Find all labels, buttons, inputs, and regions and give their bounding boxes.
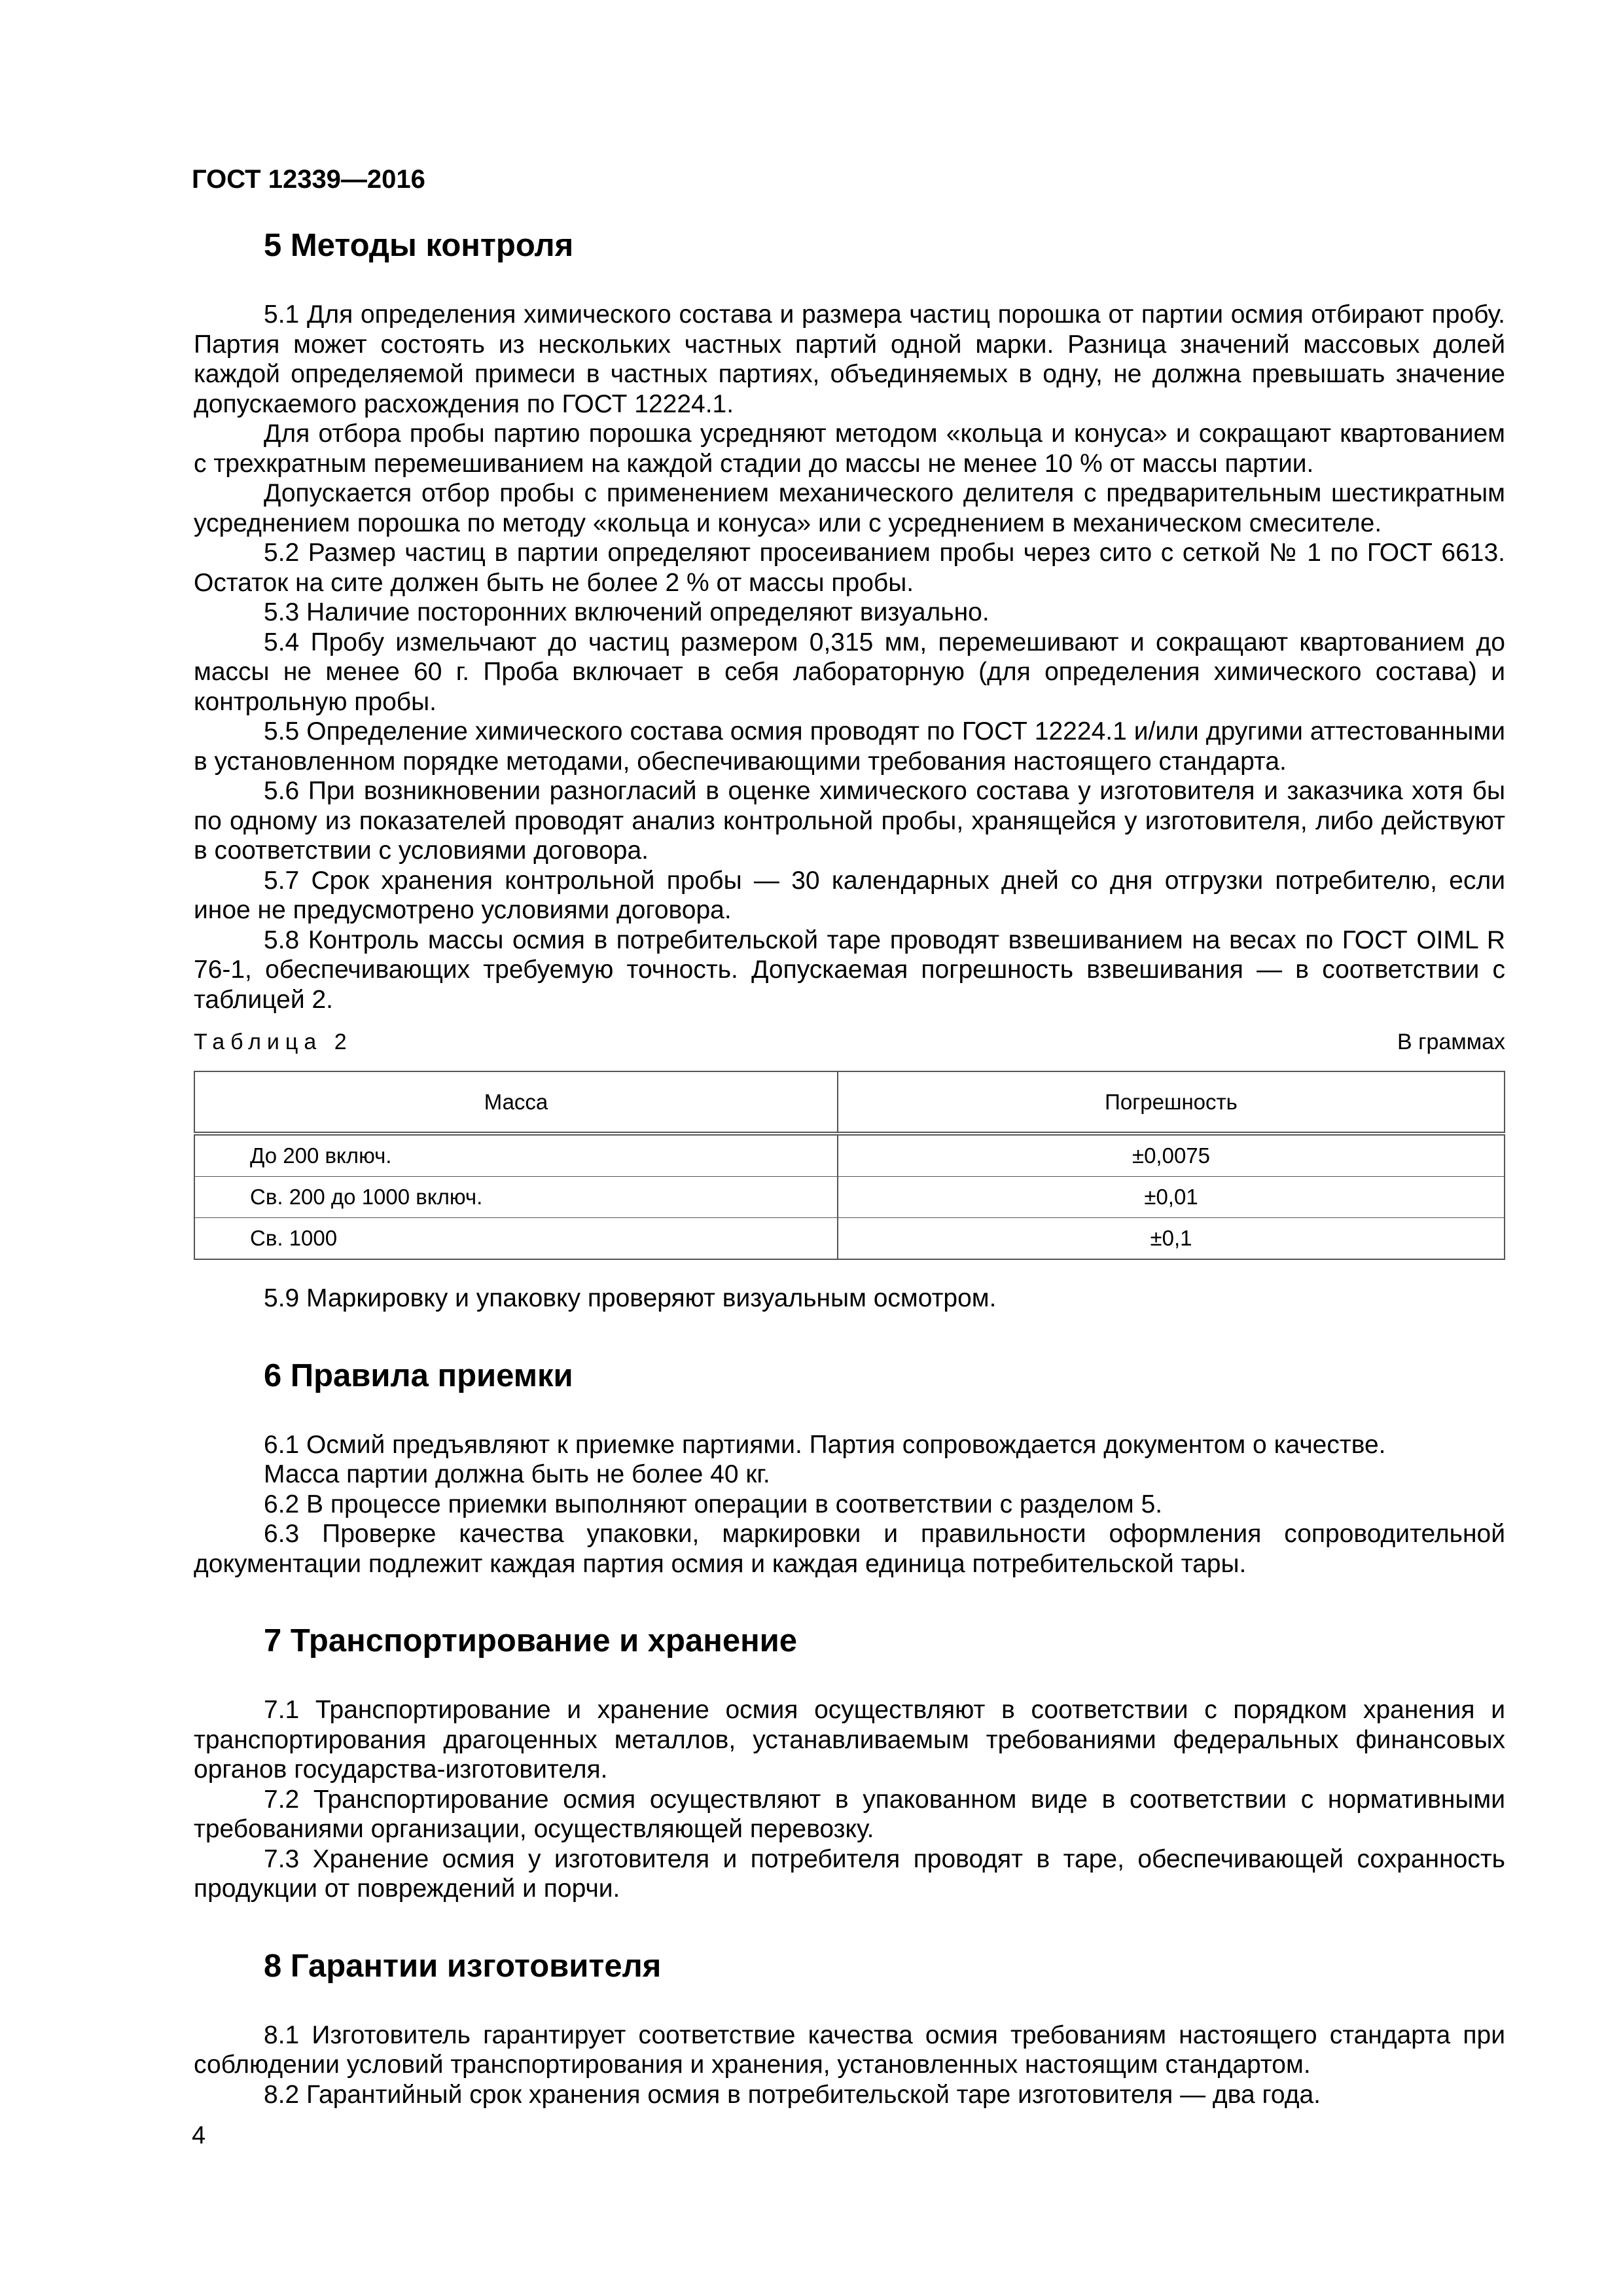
section-5 (194, 223, 1505, 1314)
column-header-mass: Масса (194, 1071, 838, 1134)
paragraph: 5.9 Маркировку и упаковку проверяют визуальным осмотром. (264, 1284, 997, 1312)
paragraph: 7.2 Транспортирование осмия осуществляют в упакованном виде в соответствии с нормативными требованиями организации, осуществляющей перевозку. (194, 1785, 1505, 1843)
paragraph: 7.1 Транспортирование и хранение осмия осуществляют в соответствии с порядком хранения и транспортирования драгоценных металлов, устанавливаемым требованиями федеральных финансовых органов государства-изготовителя. (194, 1696, 1505, 1784)
tolerance-table (194, 1071, 1505, 1260)
column-header-error: Погрешность (838, 1071, 1505, 1134)
paragraph: 5.6 При возникновении разногласий в оценке химического состава у изготовителя и заказчика хотя бы по одному из показателей проводят анализ контрольной пробы, хранящейся у изготовителя, либо действуют в соответствии с условиями договора. (194, 777, 1505, 865)
section-heading: 5 Методы контроля (264, 228, 574, 263)
section-heading: 7 Транспортирование и хранение (264, 1623, 798, 1659)
document-code: ГОСТ 12339—2016 (192, 165, 425, 194)
paragraph: 5.3 Наличие посторонних включений определяют визуально. (264, 598, 990, 626)
table-row (194, 1218, 1505, 1260)
error-cell: ±0,0075 (838, 1134, 1505, 1177)
paragraph: Допускается отбор пробы с применением механического делителя с предварительным шестикратным усреднением порошка по методу «кольца и конуса» или с усреднением в механическом смесителе. (194, 479, 1505, 537)
table-row (194, 1177, 1505, 1218)
paragraph: 6.1 Осмий предъявляют к приемке партиями. Партия сопровождается документом о качестве. (264, 1430, 1386, 1459)
table-units: В граммах (1397, 1030, 1505, 1054)
mass-cell: Св. 200 до 1000 включ. (194, 1177, 838, 1218)
error-cell: ±0,01 (838, 1177, 1505, 1218)
table-caption: Таблица 2 (194, 1030, 353, 1054)
paragraph: 5.1 Для определения химического состава и размера частиц порошка от партии осмия отбирают пробу. Партия может состоять из нескольких частных партий одной марки. Разница значений массовых долей каждой определяемой примеси в частных партиях, объединяемых в одну, не должна превышать значение допускаемого расхождения по ГОСТ 12224.1. (194, 300, 1505, 418)
section-heading: 6 Правила приемки (264, 1357, 573, 1393)
table-row (194, 1134, 1505, 1177)
paragraph: 6.2 В процессе приемки выполняют операции в соответствии с разделом 5. (264, 1490, 1163, 1518)
paragraph: 5.7 Срок хранения контрольной пробы — 30 календарных дней со дня отгрузки потребителю, если иное не предусмотрено условиями договора. (194, 866, 1505, 924)
paragraph: 5.4 Пробу измельчают до частиц размером 0,315 мм, перемешивают и сокращают квартованием до массы не менее 60 г. Проба включает в себя лабораторную (для определения химического состава) и контрольную пробы. (194, 628, 1505, 716)
table-header-row (194, 1071, 1505, 1134)
paragraph: 5.8 Контроль массы осмия в потребительской таре проводят взвешиванием на весах по ГОСТ OIML R 76-1, обеспечивающих требуемую точность. Допускаемая погрешность взвешивания — в соответствии с таблицей 2. (194, 925, 1505, 1014)
error-cell: ±0,1 (838, 1218, 1505, 1260)
page-number: 4 (192, 2122, 206, 2149)
paragraph: 6.3 Проверке качества упаковки, маркировки и правильности оформления сопроводительной документации подлежит каждая партия осмия и каждая единица потребительской тары. (194, 1520, 1505, 1578)
mass-cell: Св. 1000 (194, 1218, 838, 1260)
section-7 (194, 1618, 1505, 1904)
paragraph: 5.2 Размер частиц в партии определяют просеиванием пробы через сито с сеткой № 1 по ГОСТ 6613. Остаток на сите должен быть не более 2 % от массы пробы. (194, 539, 1505, 597)
section-heading: 8 Гарантии изготовителя (264, 1948, 662, 1984)
document-body (194, 223, 1505, 2109)
paragraph: Масса партии должна быть не более 40 кг. (264, 1460, 770, 1488)
section-6 (194, 1353, 1505, 1579)
paragraph: Для отбора пробы партию порошка усредняют методом «кольца и конуса» и сокращают квартованием с трехкратным перемешиванием на каждой стадии до массы не менее 10 % от массы партии. (194, 420, 1505, 478)
mass-cell: До 200 включ. (194, 1134, 838, 1177)
paragraph: 5.5 Определение химического состава осмия проводят по ГОСТ 12224.1 и/или другими аттестованными в установленном порядке методами, обеспечивающими требования настоящего стандарта. (194, 717, 1505, 776)
paragraph: 7.3 Хранение осмия у изготовителя и потребителя проводят в таре, обеспечивающей сохранность продукции от повреждений и порчи. (194, 1844, 1505, 1903)
paragraph: 8.1 Изготовитель гарантирует соответствие качества осмия требованиям настоящего стандарта при соблюдении условий транспортирования и хранения, установленных настоящим стандартом. (194, 2020, 1505, 2079)
section-8 (194, 1943, 1505, 2110)
paragraph: 8.2 Гарантийный срок хранения осмия в потребительской таре изготовителя — два года. (264, 2080, 1321, 2109)
table-caption-row (194, 1028, 1505, 1056)
